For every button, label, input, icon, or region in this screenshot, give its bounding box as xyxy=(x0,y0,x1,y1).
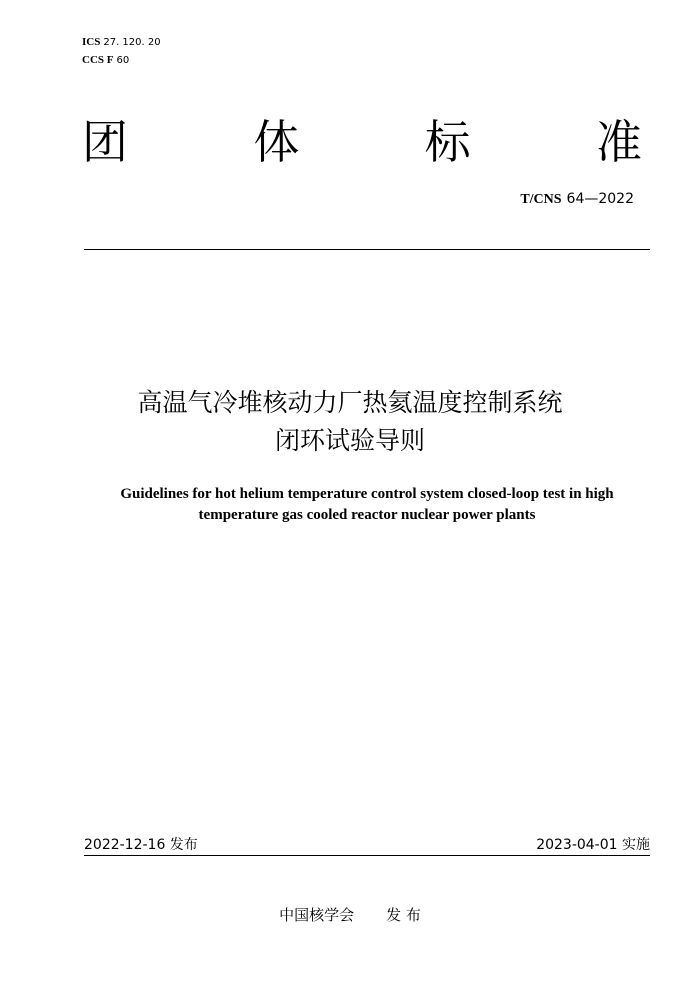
ics-label: ICS xyxy=(82,36,101,48)
standard-type-char: 体 xyxy=(253,115,300,169)
standard-number-value: 64—2022 xyxy=(566,191,634,207)
top-divider xyxy=(84,249,650,250)
standard-number xyxy=(520,191,634,208)
issue-date: 2022-12-16 发布 xyxy=(84,837,198,853)
ccs-label: CCS F xyxy=(82,54,114,66)
ccs-value: 60 xyxy=(116,55,130,66)
ics-classification xyxy=(82,34,161,51)
bottom-divider xyxy=(84,855,650,856)
standard-type-char: 标 xyxy=(424,115,471,169)
ics-value: 27. 120. 20 xyxy=(103,37,161,48)
title-english-line-1: Guidelines for hot helium temperature control system closed-loop test in high xyxy=(120,486,614,502)
standard-type-heading xyxy=(82,110,642,174)
implementation-date: 2023-04-01 实施 xyxy=(536,837,650,853)
standard-type-char: 团 xyxy=(82,115,128,169)
publisher-line xyxy=(0,904,700,925)
publisher-name: 中国核学会 xyxy=(279,906,355,924)
title-chinese-line-2: 闭环试验导则 xyxy=(274,426,425,455)
title-chinese-line-1: 高温气冷堆核动力厂热氦温度控制系统 xyxy=(137,388,563,417)
ccs-classification xyxy=(82,52,129,69)
title-english-line-2: temperature gas cooled reactor nuclear power plants xyxy=(198,507,536,523)
publisher-action: 发 布 xyxy=(386,906,421,924)
standard-number-prefix: T/CNS xyxy=(520,192,562,207)
standard-type-char: 准 xyxy=(595,115,642,169)
